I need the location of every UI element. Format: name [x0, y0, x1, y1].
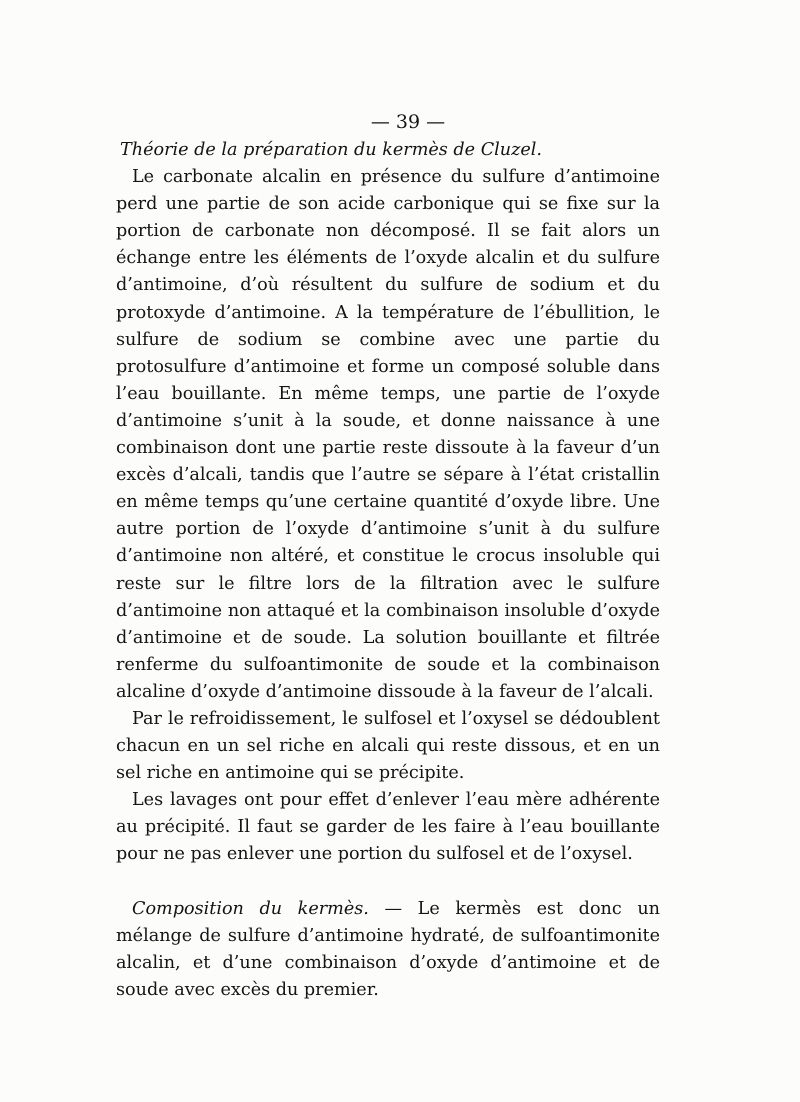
paragraph-washing: Les lavages ont pour effet d’enlever l’eau mère adhérente au précipité. Il faut se garder de les faire à l’eau bouillante pour ne pas enlever une portion du sulfosel et de l’oxysel.: [116, 790, 660, 865]
composition-text: — Le kermès est donc un mélange de sulfure d’antimoine hydraté, de sulfoantimonite alcalin, et d’une combinaison d’oxyde d’antimoine et de soude avec excès du premier.: [116, 898, 660, 1000]
composition-title: Composition du kermès.: [132, 898, 369, 919]
paragraph-cooling: Par le refroidissement, le sulfosel et l’oxysel se dédoublent chacun en un sel riche en alcali qui reste dissous, et en un sel riche en antimoine qui se précipite.: [116, 708, 660, 784]
section-heading: Théorie de la préparation du kermès de Cluzel.: [120, 140, 543, 160]
page-text-block: [116, 108, 660, 1004]
paragraph-theory: Le carbonate alcalin en présence du sulfure d’antimoine perd une partie de son acide carbonique qui se fixe sur la portion de carbonate non décomposé. Il se fait alors un échange entre les éléments de l’oxyde alcalin et du sulfure d’antimoine, d’où résultent du sulfure de sodium et du protoxyde d’antimoine. A la température de l’ébullition, le sulfure de sodium se combine avec une partie du protosulfure d’antimoine et forme un composé soluble dans l’eau bouillante. En même temps, une partie de l’oxyde d’antimoine s’unit à la soude, et donne naissance à une combinaison dont une partie reste dissoute à la faveur d’un excès d’alcali, tandis que l’autre se sépare à l’état cristallin en même temps qu’une certaine quantité d’oxyde libre. Une autre portion de l’oxyde d’antimoine s’unit à du sulfure d’antimoine non altéré, et constitue le crocus insoluble qui reste sur le filtre lors de la filtration avec le sulfure d’antimoine non attaqué et la combinaison insoluble d’oxyde d’antimoine et de soude. La solution bouillante et filtrée renferme du sulfoantimonite de soude et la combinaison alcaline d’oxyde d’antimoine dissoude à la faveur de l’alcali.: [116, 167, 660, 702]
paragraph-composition: [116, 896, 660, 1004]
page-number: — 39 —: [370, 111, 446, 133]
